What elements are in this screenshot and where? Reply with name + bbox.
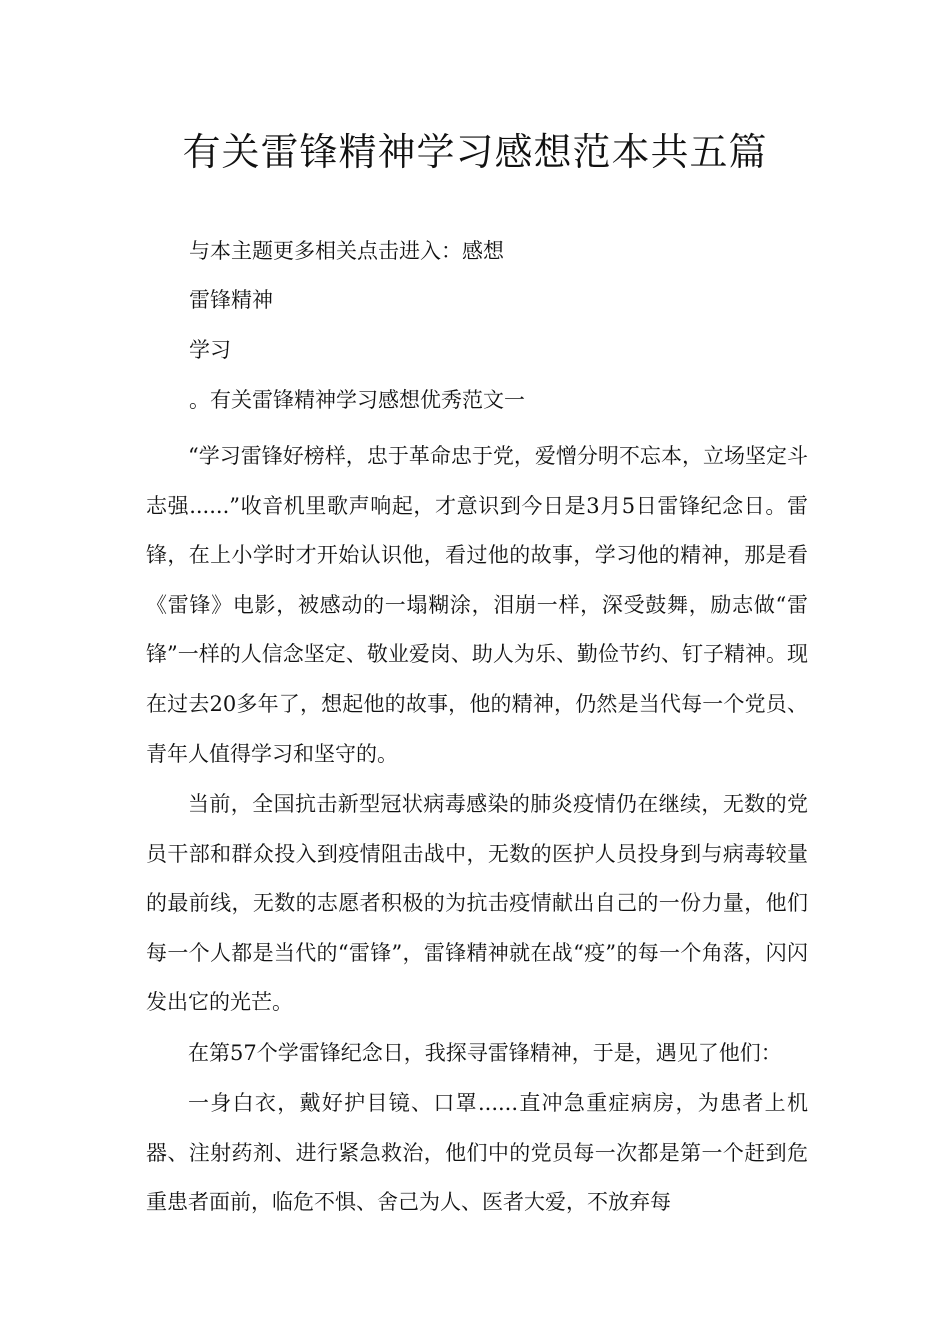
- related-tag-study: 学习: [189, 338, 231, 362]
- paragraph-3: 在第57个学雷锋纪念日，我探寻雷锋精神，于是，遇见了他们：: [188, 1041, 782, 1065]
- section-heading: 。有关雷锋精神学习感想优秀范文一: [189, 388, 525, 412]
- paragraph-1: “学习雷锋好榜样，忠于革命忠于党，爱憎分明不忘本，立场坚定斗志强......”收音机里歌声响起，才意识到今日是3月5日雷锋纪念日。雷锋，在上小学时才开始认识他，看过他的故事，学习他的精神，那是看《雷锋》电影，被感动的一塌糊涂，泪崩一样，深受鼓舞，励志做“雷锋”一样的人信念坚定、敬业爱岗、助人为乐、勤俭节约、钉子精神。现在过去20多年了，想起他的故事，他的精神，仍然是当代每一个党员、青年人值得学习和坚守的。: [146, 444, 808, 766]
- related-topics-line: 与本主题更多相关点击进入：感想: [189, 239, 504, 263]
- paragraph-4: 一身白衣，戴好护目镜、口罩......直冲急重症病房，为患者上机器、注射药剂、进行紧急救治，他们中的党员每一次都是第一个赶到危重患者面前，临危不惧、舍己为人、医者大爱，不放弃每: [146, 1091, 808, 1215]
- document-title: 有关雷锋精神学习感想范本共五篇: [182, 130, 768, 174]
- paragraph-2: 当前，全国抗击新型冠状病毒感染的肺炎疫情仍在继续，无数的党员干部和群众投入到疫情阻击战中，无数的医护人员投身到与病毒较量的最前线，无数的志愿者积极的为抗击疫情献出自己的一份力量，他们每一个人都是当代的“雷锋”，雷锋精神就在战“疫”的每一个角落，闪闪发出它的光芒。: [146, 792, 808, 1015]
- related-tag-lei-feng-spirit: 雷锋精神: [189, 288, 273, 312]
